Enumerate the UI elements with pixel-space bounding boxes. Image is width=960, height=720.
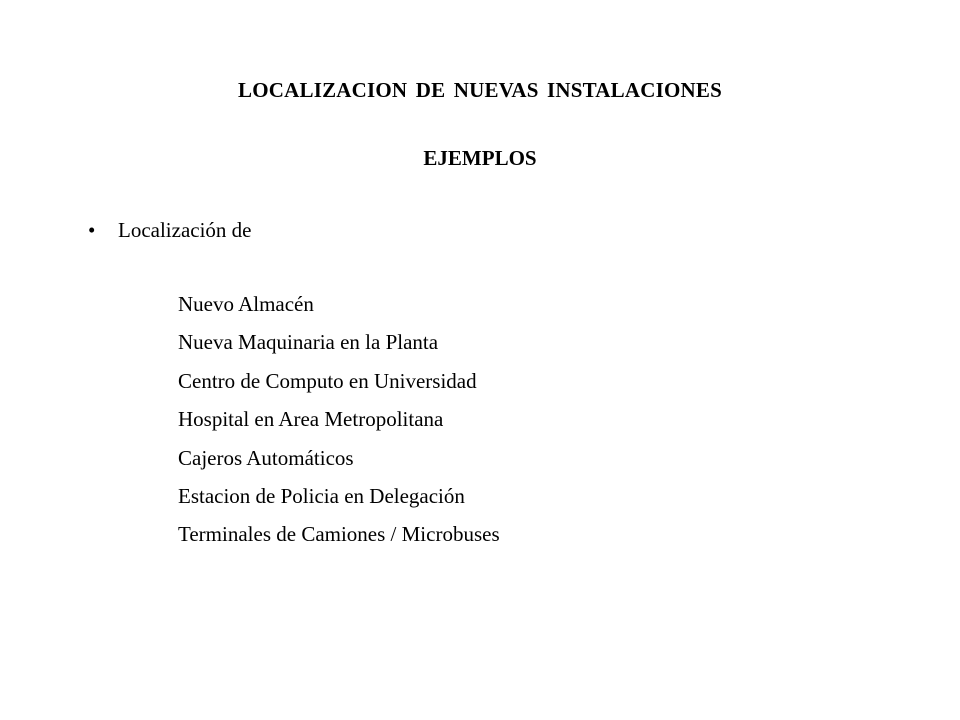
- list-item: Cajeros Automáticos: [178, 445, 354, 470]
- list-item: Nueva Maquinaria en la Planta: [178, 330, 439, 355]
- bullet-text: Localización de: [118, 218, 252, 242]
- list-item: Nuevo Almacén: [178, 292, 314, 316]
- list-item: Estacion de Policia en Delegación: [178, 483, 465, 508]
- slide-title: LOCALIZACION DE NUEVAS INSTALACIONES: [238, 78, 722, 102]
- list-item: Centro de Computo en Universidad: [178, 368, 477, 393]
- bullet-icon: •: [88, 218, 96, 242]
- slide-subtitle: EJEMPLOS: [423, 146, 537, 170]
- bullet-item: [88, 218, 252, 243]
- list-item: Terminales de Camiones / Microbuses: [178, 522, 500, 547]
- list-item: Hospital en Area Metropolitana: [178, 407, 444, 432]
- location-examples-list: [178, 292, 500, 561]
